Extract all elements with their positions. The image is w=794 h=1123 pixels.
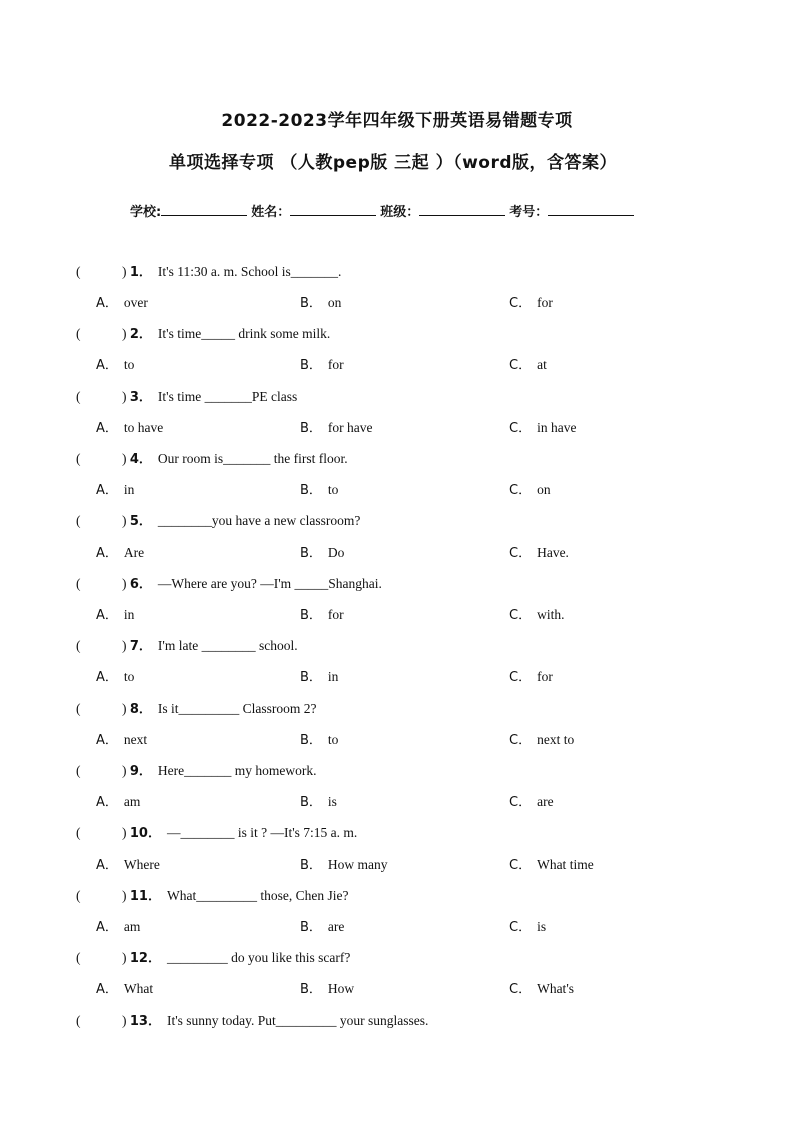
option-letter: B．: [300, 733, 322, 748]
question-7: [76, 635, 298, 654]
question-text: It's 11:30 a. m. School is_______.: [157, 264, 342, 279]
option-letter: C．: [509, 421, 532, 436]
option-c[interactable]: [509, 978, 574, 997]
class-blank[interactable]: [419, 203, 505, 216]
option-letter: C．: [509, 733, 532, 748]
option-text: for: [327, 357, 344, 372]
question-text: What_________ those, Chen Jie?: [166, 888, 349, 903]
option-a[interactable]: [96, 666, 134, 685]
question-text: Our room is_______ the first floor.: [157, 451, 348, 466]
question-9: [76, 760, 317, 779]
option-text: for: [327, 607, 344, 622]
option-a[interactable]: [96, 292, 148, 311]
question-11: [76, 885, 348, 904]
option-text: What: [123, 981, 154, 996]
question-number: 7．: [129, 639, 152, 654]
option-text: on: [327, 295, 342, 310]
question-number: 9．: [129, 764, 152, 779]
answer-bracket-open[interactable]: (: [76, 389, 81, 404]
question-text: It's time _______PE class: [157, 389, 298, 404]
option-text: to have: [123, 420, 164, 435]
document-subtitle: 单项选择专项 （人教pep版 三起 ）（word版，含答案）: [168, 153, 618, 173]
answer-bracket-open[interactable]: (: [76, 763, 81, 778]
option-letter: A．: [96, 483, 118, 498]
option-letter: A．: [96, 421, 118, 436]
answer-bracket-close: ): [122, 1013, 127, 1028]
option-text: to: [123, 669, 135, 684]
question-text: —Where are you? —I'm _____Shanghai.: [157, 576, 382, 591]
question-13: [76, 1010, 428, 1029]
option-letter: C．: [509, 982, 532, 997]
question-number: 8．: [129, 702, 152, 717]
option-c[interactable]: [509, 916, 546, 935]
question-text: It's sunny today. Put_________ your sunglasses.: [166, 1013, 429, 1028]
option-text: to: [327, 732, 339, 747]
answer-bracket-close: ): [122, 701, 127, 716]
question-text: —________ is it ? —It's 7:15 a. m.: [166, 825, 358, 840]
option-letter: B．: [300, 546, 322, 561]
option-b[interactable]: [300, 978, 354, 997]
option-text: is: [327, 794, 337, 809]
exam-number-blank[interactable]: [548, 203, 634, 216]
option-b[interactable]: [300, 854, 388, 873]
option-a[interactable]: [96, 854, 160, 873]
option-text: in: [327, 669, 339, 684]
option-letter: A．: [96, 608, 118, 623]
question-2: [76, 323, 330, 342]
option-letter: B．: [300, 858, 322, 873]
option-letter: A．: [96, 358, 118, 373]
question-number: 5．: [129, 514, 152, 529]
option-letter: A．: [96, 982, 118, 997]
option-text: Where: [123, 857, 160, 872]
question-6: [76, 573, 382, 592]
question-10: [76, 822, 357, 841]
answer-bracket-open[interactable]: (: [76, 264, 81, 279]
option-letter: C．: [509, 296, 532, 311]
option-text: to: [123, 357, 135, 372]
option-letter: C．: [509, 920, 532, 935]
question-number: 2．: [129, 327, 152, 342]
document-title: 2022-2023学年四年级下册英语易错题专项: [221, 111, 573, 131]
question-number: 11．: [129, 889, 161, 904]
option-text: in: [123, 482, 135, 497]
option-text: in have: [537, 420, 577, 435]
question-text: _________ do you like this scarf?: [166, 950, 351, 965]
option-a[interactable]: [96, 354, 134, 373]
option-c[interactable]: [509, 854, 594, 873]
answer-bracket-open[interactable]: (: [76, 825, 81, 840]
answer-bracket-close: ): [122, 264, 127, 279]
option-b[interactable]: [300, 666, 338, 685]
answer-bracket-close: ): [122, 326, 127, 341]
option-text: What time: [537, 857, 594, 872]
option-letter: B．: [300, 795, 322, 810]
option-b[interactable]: [300, 729, 338, 748]
answer-bracket-open[interactable]: (: [76, 888, 81, 903]
answer-bracket-close: ): [122, 513, 127, 528]
option-c[interactable]: [509, 417, 576, 436]
option-b[interactable]: [300, 791, 337, 810]
option-text: on: [537, 482, 551, 497]
option-a[interactable]: [96, 791, 140, 810]
option-letter: A．: [96, 546, 118, 561]
question-number: 13．: [129, 1014, 161, 1029]
option-a[interactable]: [96, 542, 144, 561]
school-blank[interactable]: [161, 203, 247, 216]
name-blank[interactable]: [290, 203, 376, 216]
option-letter: C．: [509, 546, 532, 561]
answer-bracket-close: ): [122, 763, 127, 778]
option-letter: B．: [300, 421, 322, 436]
question-number: 4．: [129, 452, 152, 467]
option-letter: B．: [300, 483, 322, 498]
option-text: is: [537, 919, 547, 934]
option-a[interactable]: [96, 604, 134, 623]
option-text: at: [537, 357, 547, 372]
option-c[interactable]: [509, 791, 554, 810]
option-text: Do: [327, 545, 345, 560]
question-text: ________you have a new classroom?: [157, 513, 361, 528]
option-text: are: [327, 919, 345, 934]
option-text: Have.: [537, 545, 569, 560]
answer-bracket-close: ): [122, 389, 127, 404]
option-b[interactable]: [300, 354, 344, 373]
option-text: How: [327, 981, 355, 996]
option-letter: C．: [509, 608, 532, 623]
answer-bracket-close: ): [122, 825, 127, 840]
option-letter: A．: [96, 733, 118, 748]
question-12: [76, 947, 350, 966]
option-letter: A．: [96, 795, 118, 810]
answer-bracket-open[interactable]: (: [76, 1013, 81, 1028]
option-letter: B．: [300, 608, 322, 623]
option-a[interactable]: [96, 916, 140, 935]
option-letter: A．: [96, 858, 118, 873]
option-b[interactable]: [300, 292, 341, 311]
option-c[interactable]: [509, 292, 553, 311]
option-text: for: [537, 669, 553, 684]
option-c[interactable]: [509, 604, 564, 623]
option-text: with.: [537, 607, 565, 622]
name-label: 姓名：: [251, 205, 291, 220]
option-b[interactable]: [300, 417, 373, 436]
option-letter: B．: [300, 358, 322, 373]
option-text: in: [123, 607, 135, 622]
option-letter: C．: [509, 795, 532, 810]
option-letter: C．: [509, 483, 532, 498]
option-text: for have: [327, 420, 373, 435]
option-letter: A．: [96, 296, 118, 311]
option-letter: B．: [300, 296, 322, 311]
option-a[interactable]: [96, 978, 153, 997]
question-1: [76, 261, 341, 280]
answer-bracket-close: ): [122, 888, 127, 903]
question-text: It's time_____ drink some milk.: [157, 326, 331, 341]
school-label: 学校:: [130, 205, 162, 220]
option-text: How many: [327, 857, 388, 872]
option-letter: B．: [300, 670, 322, 685]
option-a[interactable]: [96, 417, 163, 436]
question-text: I'm late ________ school.: [157, 638, 298, 653]
option-text: for: [537, 295, 553, 310]
option-a[interactable]: [96, 479, 134, 498]
answer-bracket-close: ): [122, 638, 127, 653]
question-text: Here_______ my homework.: [157, 763, 317, 778]
question-3: [76, 386, 297, 405]
answer-bracket-open[interactable]: (: [76, 950, 81, 965]
question-number: 6．: [129, 577, 152, 592]
answer-bracket-open[interactable]: (: [76, 451, 81, 466]
question-number: 1．: [129, 265, 152, 280]
option-c[interactable]: [509, 354, 547, 373]
option-text: am: [123, 794, 141, 809]
option-c[interactable]: [509, 542, 569, 561]
option-a[interactable]: [96, 729, 147, 748]
student-info-line: [130, 201, 638, 220]
option-b[interactable]: [300, 604, 344, 623]
option-text: What's: [537, 981, 574, 996]
option-letter: C．: [509, 858, 532, 873]
option-text: next: [123, 732, 148, 747]
question-4: [76, 448, 348, 467]
question-5: [76, 510, 360, 529]
option-text: Are: [123, 545, 145, 560]
option-text: am: [123, 919, 141, 934]
question-text: Is it_________ Classroom 2?: [157, 701, 317, 716]
option-text: next to: [537, 732, 575, 747]
option-letter: A．: [96, 920, 118, 935]
question-number: 10．: [129, 826, 161, 841]
option-letter: C．: [509, 358, 532, 373]
option-letter: C．: [509, 670, 532, 685]
option-c[interactable]: [509, 729, 574, 748]
option-text: over: [123, 295, 148, 310]
class-label: 班级：: [380, 205, 420, 220]
option-b[interactable]: [300, 916, 344, 935]
option-letter: B．: [300, 920, 322, 935]
exam-number-label: 考号：: [509, 205, 549, 220]
question-number: 3．: [129, 390, 152, 405]
question-number: 12．: [129, 951, 161, 966]
answer-bracket-open[interactable]: (: [76, 576, 81, 591]
option-text: to: [327, 482, 339, 497]
answer-bracket-open[interactable]: (: [76, 638, 81, 653]
answer-bracket-close: ): [122, 950, 127, 965]
option-c[interactable]: [509, 479, 551, 498]
option-b[interactable]: [300, 479, 338, 498]
option-c[interactable]: [509, 666, 553, 685]
option-letter: B．: [300, 982, 322, 997]
answer-bracket-open[interactable]: (: [76, 326, 81, 341]
option-b[interactable]: [300, 542, 344, 561]
option-text: are: [537, 794, 554, 809]
answer-bracket-close: ): [122, 576, 127, 591]
question-8: [76, 698, 317, 717]
answer-bracket-open[interactable]: (: [76, 701, 81, 716]
answer-bracket-close: ): [122, 451, 127, 466]
option-letter: A．: [96, 670, 118, 685]
answer-bracket-open[interactable]: (: [76, 513, 81, 528]
